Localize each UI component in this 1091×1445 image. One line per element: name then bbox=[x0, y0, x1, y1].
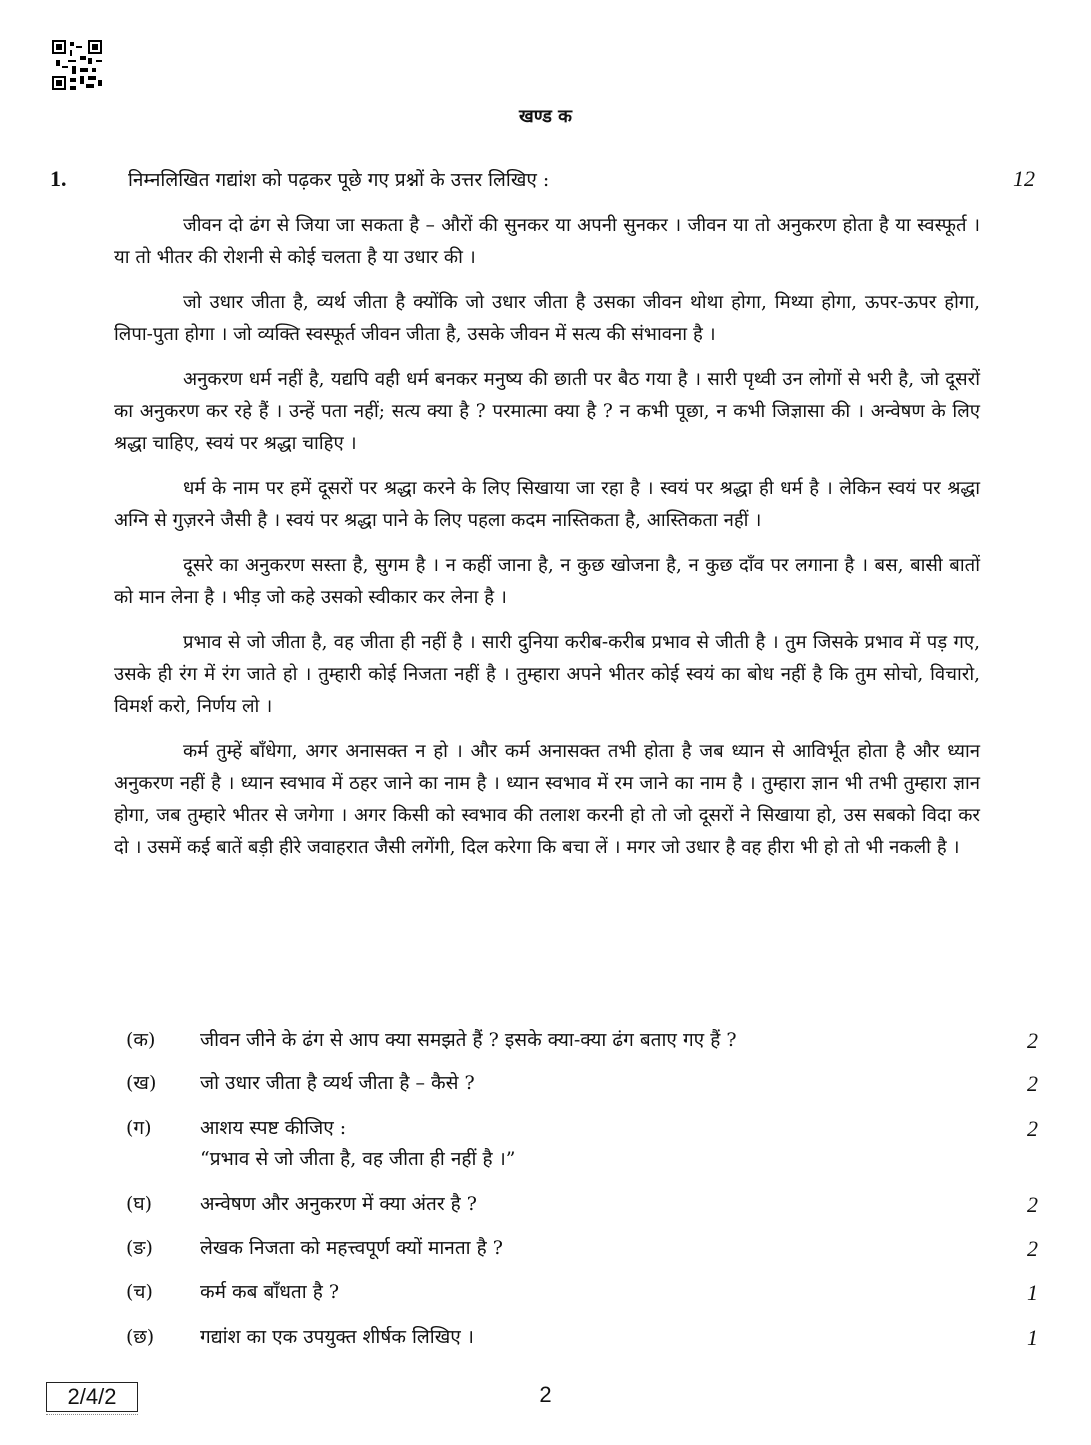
subquestion-label: (च) bbox=[126, 1281, 153, 1303]
passage-paragraph: जो उधार जीता है, व्यर्थ जीता है क्योंकि जो उधार जीता है उसका जीवन थोथा होगा, मिथ्या होगा, ऊपर-ऊपर होगा, लिपा-पुता होगा । जो व्यक्ति स्वस्फूर्त जीवन जीता है, उसके जीवन में सत्य की संभावना है । bbox=[114, 292, 980, 345]
passage-paragraph: दूसरे का अनुकरण सस्ता है, सुगम है । न कहीं जाना है, न कुछ खोजना है, न कुछ दाँव पर लगाना है । बस, बासी बातों को मान लेना है । भीड़ जो कहे उसको स्वीकार कर लेना है । bbox=[114, 555, 980, 608]
page-number: 2 bbox=[539, 1382, 552, 1407]
subquestion-text: आशय स्पष्ट कीजिए : bbox=[200, 1117, 347, 1139]
question-number: 1. bbox=[50, 166, 67, 191]
subquestion-label: (ग) bbox=[126, 1117, 152, 1139]
question-marks: 12 bbox=[1013, 166, 1035, 191]
subquestion-marks: 2 bbox=[1027, 1071, 1038, 1096]
passage bbox=[114, 210, 980, 877]
question-instruction: निम्नलिखित गद्यांश को पढ़कर पूछे गए प्रश्नों के उत्तर लिखिए : bbox=[128, 169, 550, 191]
passage-paragraph: कर्म तुम्हें बाँधेगा, अगर अनासक्त न हो । और कर्म अनासक्त तभी होता है जब ध्यान से आविर्भूत होता है और ध्यान अनुकरण नहीं है । ध्यान स्वभाव में ठहर जाने का नाम है । ध्यान स्वभाव में रम जाने का नाम है । तुम्हारा ज्ञान भी तभी तुम्हारा ज्ञान होगा, जब तुम्हारे भीतर से जगेगा । अगर किसी को स्वभाव की तलाश करनी हो तो जो दूसरों ने सिखाया हो, उस सबको विदा कर दो । उसमें कई बातें बड़ी हीरे जवाहरात जैसी लगेंगी, दिल करेगा कि बचा लें । मगर जो उधार है वह हीरा भी हो तो भी नकली है । bbox=[114, 741, 980, 858]
subquestion-quote: “प्रभाव से जो जीता है, वह जीता ही नहीं है ।” bbox=[200, 1148, 516, 1170]
subquestion-text: कर्म कब बाँधता है ? bbox=[200, 1281, 340, 1303]
subquestion-text: जीवन जीने के ढंग से आप क्या समझते हैं ? इसके क्या-क्या ढंग बताए गए हैं ? bbox=[200, 1029, 737, 1051]
subquestion-text: लेखक निजता को महत्त्वपूर्ण क्यों मानता है ? bbox=[200, 1237, 503, 1259]
passage-paragraph: अनुकरण धर्म नहीं है, यद्यपि वही धर्म बनकर मनुष्य की छाती पर बैठ गया है । सारी पृथ्वी उन लोगों से भरी है, जो दूसरों का अनुकरण कर रहे हैं । उन्हें पता नहीं; सत्य क्या है ? परमात्मा क्या है ? न कभी पूछा, न कभी जिज्ञासा की । अन्वेषण के लिए श्रद्धा चाहिए, स्वयं पर श्रद्धा चाहिए । bbox=[114, 369, 980, 454]
subquestion-label: (घ) bbox=[126, 1193, 153, 1215]
subquestion-marks: 2 bbox=[1027, 1236, 1038, 1261]
subquestion-label: (क) bbox=[126, 1029, 156, 1051]
subquestion-label: (छ) bbox=[126, 1326, 155, 1348]
passage-paragraph: जीवन दो ढंग से जिया जा सकता है – औरों की सुनकर या अपनी सुनकर । जीवन या तो अनुकरण होता है या स्वस्फूर्त । या तो भीतर की रोशनी से कोई चलता है या उधार की । bbox=[114, 215, 980, 268]
subquestion-marks: 2 bbox=[1027, 1192, 1038, 1217]
subquestion-label: (ङ) bbox=[126, 1237, 153, 1259]
paper-code: 2/4/2 bbox=[46, 1382, 138, 1412]
qr-code-icon bbox=[52, 40, 102, 90]
passage-paragraph: प्रभाव से जो जीता है, वह जीता ही नहीं है । सारी दुनिया करीब-करीब प्रभाव से जीती है । तुम जिसके प्रभाव में पड़ गए, उसके ही रंग में रंग जाते हो । तुम्हारी कोई निजता नहीं है । तुम्हारा अपने भीतर कोई स्वयं का बोध नहीं है कि तुम सोचो, विचारो, विमर्श करो, निर्णय लो । bbox=[114, 632, 980, 717]
subquestion-marks: 1 bbox=[1027, 1280, 1038, 1305]
passage-paragraph: धर्म के नाम पर हमें दूसरों पर श्रद्धा करने के लिए सिखाया जा रहा है । स्वयं पर श्रद्धा ही धर्म है । लेकिन स्वयं पर श्रद्धा अग्नि से गुज़रने जैसी है । स्वयं पर श्रद्धा पाने के लिए पहला कदम नास्तिकता है, आस्तिकता नहीं । bbox=[114, 478, 980, 531]
subquestion-text: अन्वेषण और अनुकरण में क्या अंतर है ? bbox=[200, 1193, 477, 1215]
subquestion-marks: 2 bbox=[1027, 1116, 1038, 1141]
subquestion-marks: 1 bbox=[1027, 1325, 1038, 1350]
section-title: खण्ड क bbox=[519, 106, 572, 127]
subquestion-label: (ख) bbox=[126, 1072, 157, 1094]
subquestion-text: गद्यांश का एक उपयुक्त शीर्षक लिखिए । bbox=[200, 1326, 474, 1348]
code-strip bbox=[46, 1414, 138, 1419]
subquestion-marks: 2 bbox=[1027, 1028, 1038, 1053]
subquestion-text: जो उधार जीता है व्यर्थ जीता है – कैसे ? bbox=[200, 1072, 475, 1094]
